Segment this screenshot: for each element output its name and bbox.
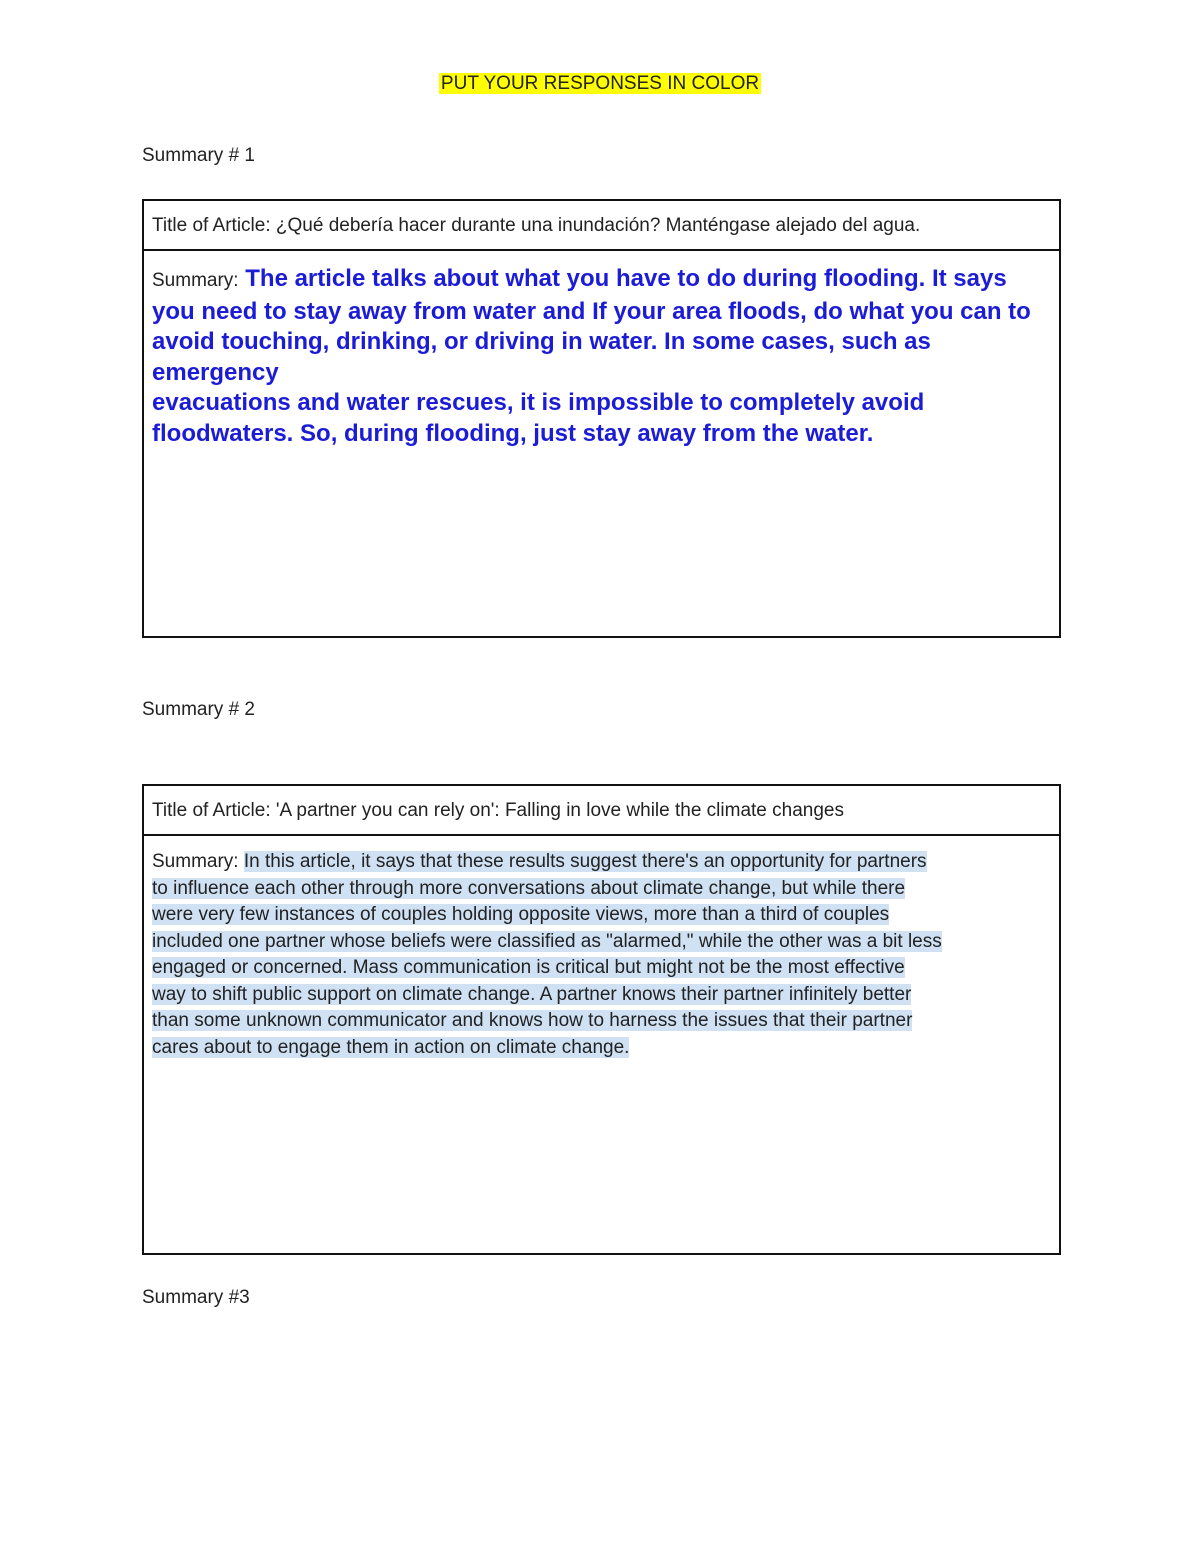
summary-2-heading: Summary # 2 [142,699,255,720]
summary-line [152,1008,1051,1035]
instruction-text: PUT YOUR RESPONSES IN COLOR [440,73,760,94]
selected-text: way to shift public support on climate change. A partner knows their partner infinitely better [152,983,912,1005]
summary-1-heading: Summary # 1 [142,145,255,166]
summary-line [152,1035,1051,1062]
summary-line [152,902,1051,929]
selected-text: than some unknown communicator and knows how to harness the issues that their partner [152,1010,913,1031]
summary-line [152,982,1051,1009]
summary-1-text [152,264,1051,449]
summary-2-text [152,849,1051,1061]
summary-line: floodwaters. So, during flooding, just stay away from the water. [152,419,874,447]
selected-text: to influence each other through more conversations about climate change, but while there [152,877,906,899]
instruction-banner [0,72,1200,96]
summary-line-text: The article talks about what you have to do during flooding. It says [245,265,1007,292]
summary-label: Summary: [152,270,239,291]
selected-text: engaged or concerned. Mass communication is critical but might not be the most effective [152,957,905,978]
summary-line: evacuations and water rescues, it is impossible to completely avoid [152,389,925,416]
selected-text: were very few instances of couples holding opposite views, more than a third of couples [152,904,890,925]
summary-3-heading: Summary #3 [142,1287,250,1308]
summary-1-title-row[interactable] [144,201,1059,251]
summary-line [152,955,1051,982]
summary-label: Summary: [152,851,239,872]
title-label: Title of Article: [152,215,271,236]
summary-line [152,929,1051,956]
summary-line [152,876,1051,903]
summary-1-body[interactable] [144,251,1059,449]
summary-2-body[interactable] [144,836,1059,1061]
selected-text: In this article, it says that these results suggest there's an opportunity for partners [243,851,927,872]
selected-text: included one partner whose beliefs were classified as "alarmed," while the other was a bit less [152,930,942,952]
title-label: Title of Article: [152,800,271,821]
summary-line: avoid touching, drinking, or driving in water. In some cases, such as emergency [152,328,931,386]
summary-1-card [142,199,1061,638]
summary-line [152,264,1051,297]
article-title: 'A partner you can rely on': Falling in love while the climate changes [275,800,844,821]
selected-text: cares about to engage them in action on climate change. [152,1036,630,1058]
summary-line: you need to stay away from water and If your area floods, do what you can to [152,297,1031,325]
article-title: ¿Qué debería hacer durante una inundación? Manténgase alejado del agua. [275,215,921,236]
summary-2-card [142,784,1061,1255]
summary-line [152,849,1051,876]
summary-2-title-row[interactable] [144,786,1059,836]
